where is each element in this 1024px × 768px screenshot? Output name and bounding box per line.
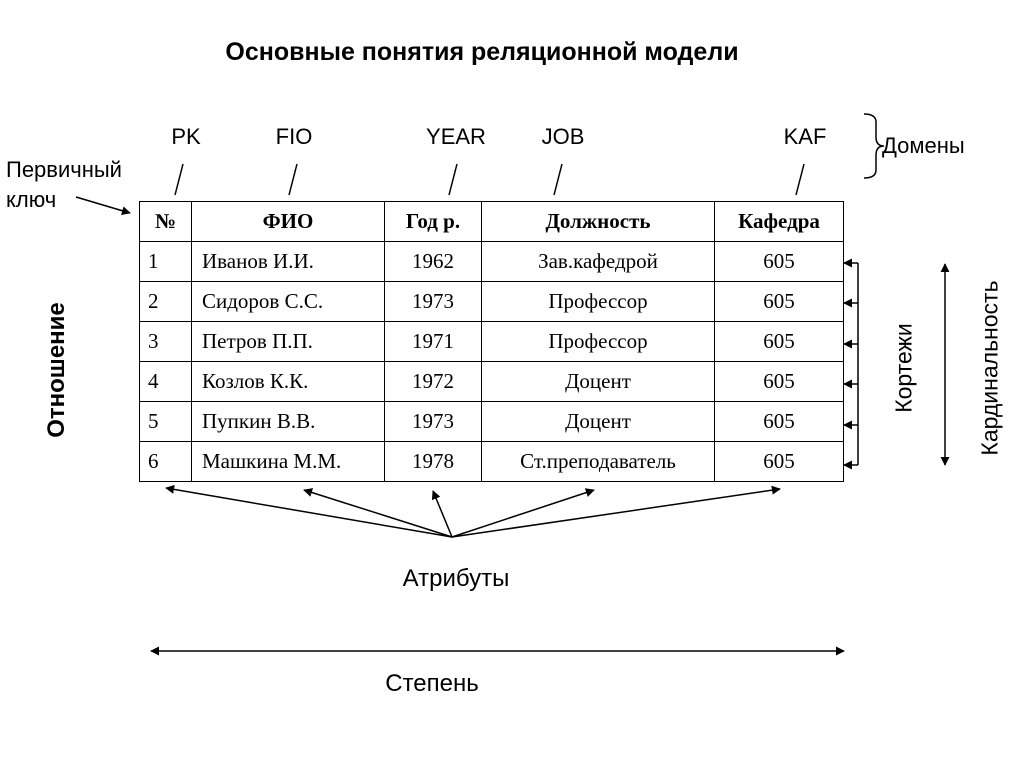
cell-job: Профессор — [482, 322, 715, 362]
domain-label-kaf: KAF — [783, 124, 827, 149]
cell-fio: Козлов К.К. — [192, 362, 385, 402]
cell-number: 3 — [140, 322, 192, 362]
cell-fio: Петров П.П. — [192, 322, 385, 362]
domain-pointer-fio — [289, 164, 297, 195]
domains-brace — [864, 114, 884, 178]
cell-job: Доцент — [482, 362, 715, 402]
cell-year: 1962 — [385, 242, 482, 282]
cell-number: 1 — [140, 242, 192, 282]
cell-job: Профессор — [482, 282, 715, 322]
cell-department: 605 — [715, 442, 844, 482]
cell-year: 1973 — [385, 282, 482, 322]
domain-label-fio: FIO — [275, 124, 313, 149]
cell-department: 605 — [715, 362, 844, 402]
degree-caption: Степень — [385, 670, 479, 697]
cell-job: Ст.преподаватель — [482, 442, 715, 482]
cell-department: 605 — [715, 282, 844, 322]
cell-department: 605 — [715, 322, 844, 362]
cell-job: Зав.кафедрой — [482, 242, 715, 282]
cell-department: 605 — [715, 402, 844, 442]
domain-pointer-job — [554, 164, 562, 195]
cell-number: 5 — [140, 402, 192, 442]
cell-fio: Пупкин В.В. — [192, 402, 385, 442]
tuples-caption: Кортежи — [890, 323, 917, 413]
cell-year: 1973 — [385, 402, 482, 442]
attributes-caption: Атрибуты — [402, 565, 510, 592]
attribute-arrow — [304, 490, 452, 537]
cardinality-caption: Кардинальность — [976, 280, 1003, 456]
relation-caption: Отношение — [43, 302, 70, 438]
diagram-title: Основные понятия реляционной модели — [225, 38, 739, 66]
header-cell-number: № — [140, 202, 192, 242]
header-cell-year: Год р. — [385, 202, 482, 242]
header-cell-fio: ФИО — [192, 202, 385, 242]
cell-number: 4 — [140, 362, 192, 402]
domains-caption: Домены — [882, 133, 965, 158]
cell-fio: Машкина М.М. — [192, 442, 385, 482]
primary-key-caption-line1: Первичный — [6, 157, 122, 182]
cell-job: Доцент — [482, 402, 715, 442]
cell-year: 1978 — [385, 442, 482, 482]
cell-number: 6 — [140, 442, 192, 482]
domain-pointer-pk — [175, 164, 183, 195]
cell-fio: Сидоров С.С. — [192, 282, 385, 322]
header-cell-job: Должность — [482, 202, 715, 242]
attribute-arrow — [433, 491, 452, 537]
attribute-arrow — [452, 490, 594, 537]
domain-pointer-year — [449, 164, 457, 195]
cell-department: 605 — [715, 242, 844, 282]
cell-year: 1972 — [385, 362, 482, 402]
domain-label-pk: PK — [171, 124, 201, 149]
header-cell-department: Кафедра — [715, 202, 844, 242]
primary-key-arrow — [76, 197, 130, 213]
cell-number: 2 — [140, 282, 192, 322]
domain-label-job: JOB — [541, 124, 585, 149]
attribute-arrow — [452, 489, 780, 537]
cell-fio: Иванов И.И. — [192, 242, 385, 282]
domain-pointer-kaf — [796, 164, 804, 195]
attribute-arrow — [166, 488, 452, 537]
domain-label-year: YEAR — [426, 124, 486, 149]
primary-key-caption-line2: ключ — [6, 187, 57, 212]
cell-year: 1971 — [385, 322, 482, 362]
